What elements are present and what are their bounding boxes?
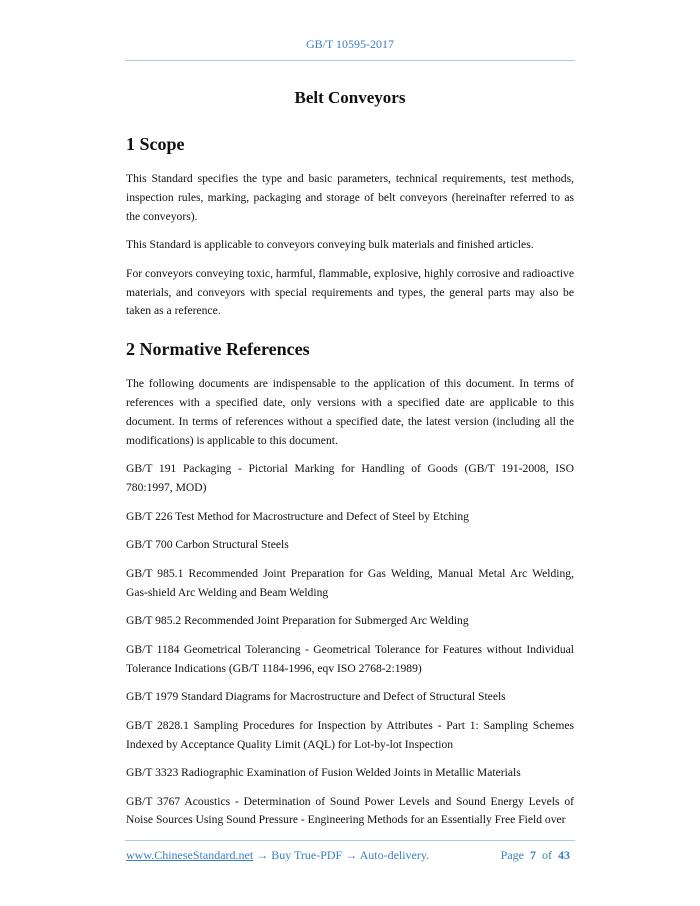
website-link[interactable]: www.ChineseStandard.net (126, 848, 254, 862)
paragraph: GB/T 1979 Standard Diagrams for Macrostructure and Defect of Structural Steels (126, 690, 506, 704)
paragraph: GB/T 3323 Radiographic Examination of Fusion Welded Joints in Metallic Materials (126, 766, 521, 780)
paragraph: GB/T 1184 Geometrical Tolerancing - Geometrical Tolerance for Features without Individual Tolerance Indications (GB/T 1184-1996, eqv ISO 2768-2:1989) (126, 642, 574, 675)
section-heading: 1 Scope (126, 134, 185, 154)
paragraph: GB/T 191 Packaging - Pictorial Marking for Handling of Goods (GB/T 191-2008, ISO 780:1997, MOD) (126, 462, 574, 494)
header-divider (125, 60, 575, 61)
page-footer (126, 848, 574, 863)
footer-divider (125, 840, 575, 841)
paragraph: This Standard specifies the type and basic parameters, technical requirements, test methods, inspection rules, marking, packaging and storage of belt conveyors (hereinafter referred to as the conveyors). (126, 172, 574, 223)
footer-tagline: → Buy True-PDF → Auto-delivery. (253, 848, 430, 862)
paragraph: GB/T 985.1 Recommended Joint Preparation for Gas Welding, Manual Metal Arc Welding, Gas-shield Arc Welding and Beam Welding (126, 566, 574, 599)
paragraph: GB/T 985.2 Recommended Joint Preparation for Submerged Arc Welding (126, 614, 469, 628)
paragraph: The following documents are indispensable to the application of this document. In terms of references with a specified date, only versions with a specified date are applicable to this document. In terms of references without a specified date, the latest version (including all the modifications) is applicable to this document. (126, 377, 574, 447)
paragraph: GB/T 700 Carbon Structural Steels (126, 538, 289, 552)
paragraph: GB/T 226 Test Method for Macrostructure and Defect of Steel by Etching (126, 509, 469, 523)
section (126, 132, 574, 321)
running-header: GB/T 10595-2017 (305, 37, 395, 51)
page-number: Page 7 of 43 (500, 848, 570, 862)
paragraph: GB/T 3767 Acoustics - Determination of Sound Power Levels and Sound Energy Levels of Noise Sources Using Sound Pressure - Engineering Methods for an Essentially Free Field over (126, 794, 574, 827)
section (126, 337, 574, 830)
section-heading: 2 Normative References (126, 339, 310, 360)
paragraph: This Standard is applicable to conveyors conveying bulk materials and finished articles. (126, 238, 534, 252)
paragraph: GB/T 2828.1 Sampling Procedures for Inspection by Attributes - Part 1: Sampling Schemes Indexed by Acceptance Quality Limit (AQL) for Lot-by-lot Inspection (126, 718, 574, 751)
document-body (126, 86, 574, 840)
document-title: Belt Conveyors (294, 88, 406, 107)
paragraph: For conveyors conveying toxic, harmful, flammable, explosive, highly corrosive and radioactive materials, and conveyors with special requirements and types, the general parts may also be taken as a reference. (126, 266, 574, 318)
